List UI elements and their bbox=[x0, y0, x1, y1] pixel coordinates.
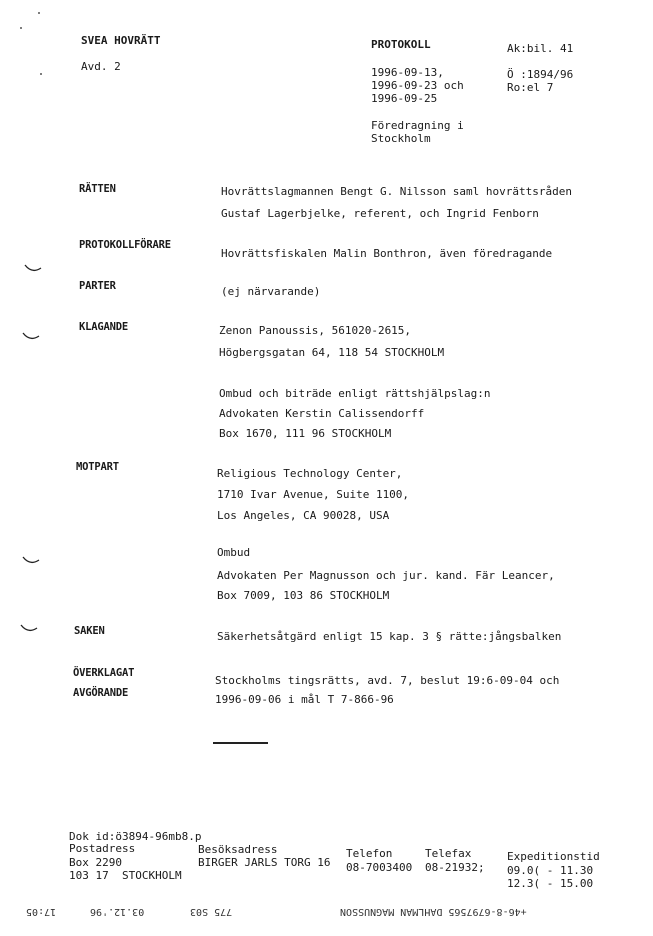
margin-curve-mark bbox=[22, 554, 40, 566]
label-klagande: KLAGANDE bbox=[79, 321, 128, 333]
saken-line: Säkerhetsåtgärd enligt 15 kap. 3 § rätte:jångsbalken bbox=[217, 630, 562, 643]
telefax: 08-21932; bbox=[425, 861, 485, 874]
date-line-2: 1996-09-23 och bbox=[371, 79, 464, 92]
postadress-label: Postadress bbox=[69, 842, 136, 855]
scan-speck bbox=[40, 73, 42, 75]
klagande-ombud-line-2: Advokaten Kerstin Calissendorff bbox=[219, 407, 425, 420]
overklagat-line-1: Stockholms tingsrätts, avd. 7, beslut 19:6-09-04 och bbox=[215, 674, 560, 687]
expeditionstid-label: Expeditionstid bbox=[507, 850, 600, 863]
postadress-line-2: 103 17 STOCKHOLM bbox=[69, 869, 182, 882]
ratten-line-1: Hovrättslagmannen Bengt G. Nilsson saml hovrättsråden bbox=[221, 185, 572, 198]
scan-speck bbox=[20, 27, 22, 29]
label-saken: SAKEN bbox=[74, 625, 105, 637]
parter-line: (ej närvarande) bbox=[221, 285, 321, 298]
margin-curve-mark bbox=[24, 262, 42, 274]
postadress-line-1: Box 2290 bbox=[69, 856, 122, 869]
case-number: Ö :1894/96 bbox=[507, 68, 574, 81]
hearing-line-1: Föredragning i bbox=[371, 119, 464, 132]
hearing-line-2: Stockholm bbox=[371, 132, 431, 145]
label-ratten: RÄTTEN bbox=[79, 183, 116, 195]
label-parter: PARTER bbox=[79, 280, 116, 292]
fax-page-code: 775 S03 bbox=[190, 906, 233, 917]
aktbilaga: Ak:bil. 41 bbox=[507, 42, 574, 55]
protokollforare-line: Hovrättsfiskalen Malin Bonthron, även föredragande bbox=[221, 247, 553, 260]
telefon: 08-7003400 bbox=[346, 861, 413, 874]
fax-sender: +46-8-6797565 DAHLMAN MAGNUSSON bbox=[340, 906, 527, 917]
klagande-ombud-line-1: Ombud och biträde enligt rättshjälpslag:n bbox=[219, 387, 491, 400]
label-avgorande: AVGÖRANDE bbox=[73, 687, 129, 699]
klagande-line-2: Högbergsgatan 64, 118 54 STOCKHOLM bbox=[219, 346, 445, 359]
margin-curve-mark bbox=[20, 622, 38, 634]
expeditionstid-line-2: 12.3( - 15.00 bbox=[507, 877, 594, 890]
motpart-ombud-line-1: Ombud bbox=[217, 546, 251, 559]
telefax-label: Telefax bbox=[425, 847, 472, 860]
label-motpart: MOTPART bbox=[76, 461, 119, 473]
scan-speck bbox=[38, 12, 40, 14]
label-overklagat: ÖVERKLAGAT bbox=[73, 667, 135, 679]
motpart-line-2: 1710 Ivar Avenue, Suite 1100, bbox=[217, 488, 410, 501]
doc-type: PROTOKOLL bbox=[371, 38, 431, 51]
expeditionstid-line-1: 09.0( - 11.30 bbox=[507, 864, 594, 877]
klagande-line-1: Zenon Panoussis, 561020-2615, bbox=[219, 324, 412, 337]
label-protokollforare: PROTOKOLLFÖRARE bbox=[79, 239, 171, 251]
date-line-1: 1996-09-13, bbox=[371, 66, 444, 79]
ratten-line-2: Gustaf Lagerbjelke, referent, och Ingrid Fenborn bbox=[221, 207, 539, 220]
motpart-ombud-line-3: Box 7009, 103 86 STOCKHOLM bbox=[217, 589, 390, 602]
motpart-ombud-line-2: Advokaten Per Magnusson och jur. kand. Fär Leancer, bbox=[217, 569, 555, 582]
margin-curve-mark bbox=[22, 330, 40, 342]
klagande-ombud-line-3: Box 1670, 111 96 STOCKHOLM bbox=[219, 427, 392, 440]
fax-time: 17:05 bbox=[26, 906, 57, 917]
division: Avd. 2 bbox=[81, 60, 121, 73]
motpart-line-3: Los Angeles, CA 90028, USA bbox=[217, 509, 390, 522]
doc-id: Dok id:ö3894-96mb8.p bbox=[69, 830, 202, 843]
rotel: Ro:el 7 bbox=[507, 81, 554, 94]
besoksadress: BIRGER JARLS TORG 16 bbox=[198, 856, 331, 869]
motpart-line-1: Religious Technology Center, bbox=[217, 467, 403, 480]
telefon-label: Telefon bbox=[346, 847, 393, 860]
date-line-3: 1996-09-25 bbox=[371, 92, 438, 105]
overklagat-line-2: 1996-09-06 i mål T 7-866-96 bbox=[215, 693, 394, 706]
fax-date: 03.12.'96 bbox=[90, 906, 145, 917]
end-rule bbox=[213, 742, 268, 744]
besoksadress-label: Besöksadress bbox=[198, 843, 278, 856]
court-name: SVEA HOVRÄTT bbox=[81, 34, 161, 47]
